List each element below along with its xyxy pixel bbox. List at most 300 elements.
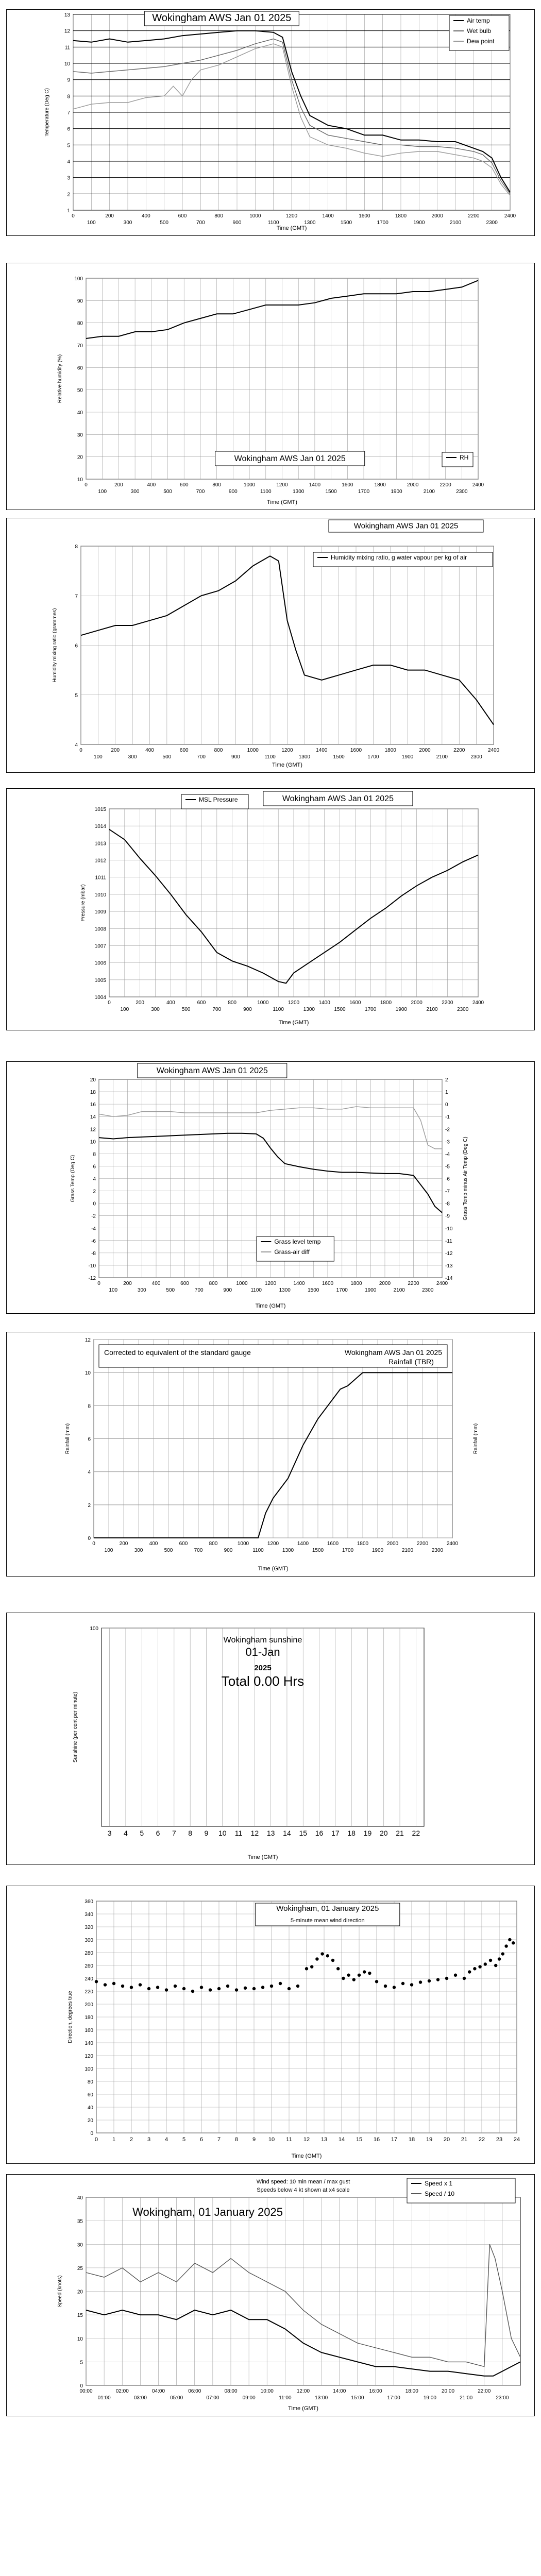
- x-tick-label: 0: [79, 748, 82, 753]
- x-tick-label: 1700: [377, 220, 388, 226]
- x-tick-label: 400: [149, 1541, 158, 1547]
- scatter-point: [428, 1979, 431, 1982]
- chart-title-box: [215, 451, 365, 466]
- x-tick-label: 300: [151, 1007, 160, 1012]
- x-tick-label: 500: [164, 1548, 173, 1553]
- x-tick-label: 1600: [350, 748, 362, 753]
- x-tick-label: 2400: [436, 1281, 448, 1286]
- scatter-point: [501, 1952, 504, 1955]
- y-tick-label: 35: [77, 2218, 83, 2225]
- y-axis-title: Temperature (Deg C): [44, 88, 50, 137]
- x-axis-title: Time (GMT): [267, 499, 297, 505]
- y-tick-label: 2: [67, 192, 70, 198]
- x-tick-label: 2200: [468, 213, 480, 219]
- legend-entry: Wet bulb: [467, 27, 492, 35]
- chart-note: Corrected to equivalent of the standard gauge: [104, 1348, 251, 1357]
- x-tick-label: 1100: [267, 220, 279, 226]
- scatter-point: [95, 1980, 98, 1983]
- x-tick-label: 1300: [303, 1007, 315, 1012]
- x-tick-label: 400: [145, 748, 154, 753]
- x-tick-label: 1: [112, 2137, 116, 2143]
- x-tick-label: 1600: [349, 1000, 361, 1006]
- x-tick-label: 06:00: [188, 2388, 201, 2394]
- scatter-point: [165, 1988, 168, 1991]
- y-right-tick-label: -11: [445, 1238, 452, 1244]
- y-tick-label: 100: [90, 1626, 98, 1632]
- y-tick-label: 10: [84, 1370, 91, 1377]
- y-tick-label: 1010: [94, 892, 106, 898]
- x-tick-label: 1100: [273, 1007, 284, 1012]
- x-tick-label: 2400: [487, 748, 500, 753]
- x-tick-label: 14:00: [333, 2388, 346, 2394]
- legend-entry: Humidity mixing ratio, g water vapour per kg of air: [331, 554, 467, 561]
- y-tick-label: 260: [84, 1963, 93, 1969]
- y-axis-title: Pressure (mbar): [80, 884, 86, 922]
- x-tick-label: 14: [338, 2137, 345, 2143]
- chart-panel-7: [6, 1613, 535, 1865]
- x-tick-label: 1700: [342, 1548, 354, 1553]
- x-tick-label: 17:00: [387, 2395, 400, 2401]
- x-tick-label: 4: [124, 1829, 128, 1837]
- x-tick-label: 700: [194, 1287, 204, 1293]
- scatter-point: [270, 1985, 273, 1988]
- scatter-point: [261, 1986, 264, 1989]
- y-right-tick-label: -3: [445, 1139, 450, 1145]
- x-tick-label: 1500: [333, 754, 345, 760]
- x-tick-label: 2100: [436, 754, 448, 760]
- chart-8: [6, 1886, 535, 2164]
- x-tick-label: 700: [194, 1548, 203, 1553]
- x-tick-label: 500: [181, 1007, 191, 1012]
- x-tick-label: 05:00: [170, 2395, 183, 2401]
- x-tick-label: 2200: [453, 748, 465, 753]
- scatter-point: [393, 1986, 396, 1989]
- x-tick-label: 600: [179, 1541, 188, 1547]
- scatter-point: [363, 1970, 366, 1973]
- legend: [407, 2178, 515, 2203]
- x-tick-label: 3: [107, 1829, 112, 1837]
- x-tick-label: 300: [130, 489, 140, 495]
- scatter-point: [384, 1985, 387, 1988]
- x-tick-label: 1100: [264, 754, 276, 760]
- x-tick-label: 1300: [282, 1548, 294, 1553]
- y-right-tick-label: -13: [445, 1263, 453, 1269]
- y-tick-label: 340: [84, 1912, 93, 1918]
- x-tick-label: 7: [172, 1829, 176, 1837]
- y-tick-label: 12: [64, 28, 70, 35]
- scatter-point: [375, 1980, 378, 1983]
- x-tick-label: 2300: [486, 220, 498, 226]
- chart-7: [6, 1613, 535, 1865]
- x-tick-label: 900: [229, 489, 238, 495]
- x-tick-label: 1800: [395, 213, 407, 219]
- x-tick-label: 800: [209, 1281, 218, 1286]
- chart-title-box: [263, 791, 413, 806]
- x-tick-label: 2100: [423, 489, 435, 495]
- x-tick-label: 1800: [384, 748, 396, 753]
- y-tick-label: 18: [90, 1090, 96, 1096]
- x-tick-label: 2300: [456, 489, 468, 495]
- y-tick-label: 0: [93, 1201, 96, 1207]
- y-right-tick-label: -9: [445, 1213, 450, 1219]
- legend-entry: Grass-air diff: [274, 1248, 310, 1256]
- x-tick-label: 1000: [247, 748, 259, 753]
- y-axis-title: Grass Temp (Deg C): [70, 1155, 76, 1202]
- y-tick-label: 60: [87, 2092, 93, 2098]
- scatter-point: [112, 1982, 115, 1985]
- scatter-point: [368, 1972, 371, 1975]
- scatter-point: [358, 1974, 361, 1977]
- chart-date: 01-Jan: [245, 1646, 280, 1658]
- x-tick-label: 4: [164, 2137, 168, 2143]
- y-right-tick-label: -1: [445, 1114, 450, 1121]
- y-tick-label: -6: [91, 1238, 96, 1244]
- chart-panel-2: [6, 263, 535, 510]
- x-tick-label: 3: [147, 2137, 151, 2143]
- x-tick-label: 300: [134, 1548, 143, 1553]
- x-tick-label: 24: [513, 2137, 520, 2143]
- x-tick-label: 1400: [293, 1281, 305, 1286]
- x-tick-label: 200: [105, 213, 114, 219]
- chart-title-box: [144, 11, 299, 26]
- x-tick-label: 19: [426, 2137, 433, 2143]
- x-tick-label: 700: [196, 220, 205, 226]
- y-tick-label: 20: [87, 2118, 93, 2124]
- x-tick-label: 1500: [312, 1548, 324, 1553]
- x-tick-label: 2000: [379, 1281, 391, 1286]
- x-tick-label: 200: [111, 748, 120, 753]
- x-axis-title: Time (GMT): [288, 2405, 318, 2412]
- y-right-tick-label: 0: [445, 1102, 448, 1108]
- x-tick-label: 19: [363, 1829, 372, 1837]
- y-tick-label: 15: [77, 2313, 83, 2319]
- scatter-point: [352, 1978, 356, 1981]
- y-tick-label: 240: [84, 1976, 93, 1982]
- y-tick-label: -8: [91, 1250, 96, 1257]
- x-tick-label: 17: [331, 1829, 340, 1837]
- y-tick-label: 1007: [94, 943, 106, 950]
- y-right-tick-label: -8: [445, 1201, 450, 1207]
- scatter-point: [478, 1965, 481, 1968]
- x-tick-label: 1600: [327, 1541, 339, 1547]
- y-tick-label: 5: [67, 143, 70, 149]
- chart-panel-8: [6, 1886, 535, 2164]
- x-tick-label: 01:00: [97, 2395, 111, 2401]
- x-axis-title: Time (GMT): [247, 1854, 278, 1860]
- x-tick-label: 1200: [276, 482, 288, 488]
- x-tick-label: 0: [92, 1541, 95, 1547]
- x-tick-label: 6: [156, 1829, 160, 1837]
- x-tick-label: 22: [412, 1829, 420, 1837]
- scatter-point: [156, 1986, 159, 1989]
- y-right-tick-label: -4: [445, 1151, 450, 1158]
- x-tick-label: 200: [136, 1000, 145, 1006]
- x-tick-label: 900: [243, 1007, 252, 1012]
- y-tick-label: 11: [64, 45, 70, 51]
- y-tick-label: 140: [84, 2041, 93, 2046]
- x-axis-title: Time (GMT): [272, 762, 302, 768]
- legend-entry: RH: [460, 454, 469, 461]
- chart-title: Wokingham AWS Jan 01 2025: [156, 1066, 268, 1076]
- x-tick-label: 1800: [350, 1281, 362, 1286]
- scatter-point: [174, 1985, 177, 1988]
- scatter-point: [484, 1962, 487, 1965]
- scatter-point: [347, 1974, 350, 1977]
- x-tick-label: 1200: [267, 1541, 279, 1547]
- chart-title-box: [256, 1903, 400, 1926]
- x-tick-label: 14: [283, 1829, 291, 1837]
- scatter-point: [235, 1988, 238, 1991]
- x-tick-label: 2300: [422, 1287, 434, 1293]
- x-tick-label: 1400: [297, 1541, 309, 1547]
- chart-subtitle: Rainfall (TBR): [388, 1358, 434, 1366]
- scatter-point: [498, 1957, 501, 1960]
- chart-9: [6, 2174, 535, 2416]
- scatter-point: [191, 1990, 194, 1993]
- x-tick-label: 22: [478, 2137, 485, 2143]
- y-tick-label: 4: [75, 742, 78, 748]
- y-tick-label: 2: [88, 1502, 91, 1509]
- scatter-point: [279, 1982, 282, 1985]
- scatter-point: [463, 1977, 466, 1980]
- y-tick-label: 4: [67, 159, 70, 165]
- x-tick-label: 2300: [457, 1007, 469, 1012]
- x-tick-label: 800: [214, 748, 223, 753]
- chart-title-box: [138, 1063, 287, 1078]
- y-tick-label: 100: [74, 276, 83, 282]
- y-tick-label: 20: [90, 1077, 96, 1083]
- x-tick-label: 2400: [504, 213, 516, 219]
- y-right-tick-label: 2: [445, 1077, 448, 1083]
- y-tick-label: 1008: [94, 926, 106, 933]
- x-tick-label: 2200: [408, 1281, 419, 1286]
- x-tick-label: 500: [162, 754, 172, 760]
- x-tick-label: 0: [108, 1000, 111, 1006]
- y-tick-label: 6: [67, 126, 70, 132]
- x-tick-label: 2100: [449, 220, 462, 226]
- x-tick-label: 900: [224, 1548, 233, 1553]
- x-tick-label: 09:00: [242, 2395, 256, 2401]
- x-tick-label: 1200: [264, 1281, 277, 1286]
- scatter-point: [508, 1938, 511, 1941]
- x-axis-title: Time (GMT): [291, 2153, 322, 2159]
- x-tick-label: 2100: [393, 1287, 405, 1293]
- x-tick-label: 13:00: [315, 2395, 328, 2401]
- chart-note: Speeds below 4 kt shown at x4 scale: [257, 2187, 350, 2193]
- x-tick-label: 8: [234, 2137, 239, 2143]
- x-tick-label: 1800: [374, 482, 386, 488]
- x-tick-label: 700: [196, 489, 205, 495]
- chart-panel-6: [6, 1332, 535, 1577]
- x-tick-label: 03:00: [133, 2395, 147, 2401]
- y-tick-label: 20: [77, 2289, 83, 2295]
- x-tick-label: 1000: [236, 1281, 248, 1286]
- x-tick-label: 900: [223, 1287, 232, 1293]
- y-tick-label: 1015: [94, 807, 106, 812]
- scatter-point: [419, 1980, 422, 1984]
- scatter-point: [104, 1983, 107, 1986]
- y-axis-title: Rainfall (mm): [65, 1423, 71, 1454]
- y-tick-label: 1013: [94, 841, 106, 847]
- x-tick-label: 12: [303, 2137, 310, 2143]
- chart-title: Wokingham AWS Jan 01 2025: [282, 794, 394, 804]
- legend-entry: Speed / 10: [425, 2190, 455, 2197]
- scatter-point: [288, 1987, 291, 1990]
- y-axis-title: Sunshine (per cent per minute): [73, 1691, 78, 1763]
- y-tick-label: 12: [84, 1337, 91, 1343]
- legend-entry: Speed x 1: [425, 2180, 453, 2187]
- x-tick-label: 800: [214, 213, 224, 219]
- x-tick-label: 1800: [380, 1000, 392, 1006]
- scatter-point: [489, 1959, 492, 1962]
- legend-entry: Grass level temp: [274, 1238, 321, 1245]
- y-right-axis-title: Rainfall (mm): [473, 1423, 479, 1454]
- x-tick-label: 500: [166, 1287, 175, 1293]
- x-tick-label: 13: [320, 2137, 328, 2143]
- y-tick-label: 1004: [94, 995, 106, 1001]
- scatter-point: [342, 1977, 345, 1980]
- chart-4: [6, 788, 535, 1030]
- x-tick-label: 16: [315, 1829, 324, 1837]
- x-tick-label: 1500: [340, 220, 352, 226]
- chart-5: [6, 1061, 535, 1314]
- y-right-axis-title: Grass Temp minus Air Temp (Deg C): [463, 1137, 468, 1221]
- chart-6: [6, 1332, 535, 1577]
- x-tick-label: 1200: [288, 1000, 300, 1006]
- x-tick-label: 2100: [426, 1007, 438, 1012]
- chart-panel-3: [6, 518, 535, 773]
- y-tick-label: 120: [84, 2054, 93, 2059]
- scatter-point: [401, 1982, 404, 1985]
- x-tick-label: 1700: [358, 489, 370, 495]
- y-tick-label: 5: [75, 692, 78, 699]
- x-tick-label: 0: [72, 213, 75, 219]
- x-tick-label: 12: [250, 1829, 259, 1837]
- x-tick-label: 23: [496, 2137, 503, 2143]
- x-tick-label: 19:00: [423, 2395, 436, 2401]
- y-tick-label: 220: [84, 1989, 93, 1995]
- y-tick-label: 13: [64, 12, 70, 18]
- x-tick-label: 10: [218, 1829, 227, 1837]
- x-tick-label: 15: [356, 2137, 363, 2143]
- y-right-tick-label: -7: [445, 1189, 450, 1195]
- x-axis-title: Time (GMT): [255, 1303, 286, 1309]
- scatter-point: [315, 1957, 318, 1960]
- x-tick-label: 600: [178, 213, 187, 219]
- x-tick-label: 20: [379, 1829, 388, 1837]
- y-tick-label: 6: [88, 1436, 91, 1443]
- chart-title: Wokingham, 01 January 2025: [276, 1904, 379, 1913]
- x-tick-label: 1900: [413, 220, 425, 226]
- x-tick-label: 0: [94, 2137, 98, 2143]
- x-tick-label: 1700: [367, 754, 379, 760]
- x-tick-label: 1800: [357, 1541, 369, 1547]
- scatter-point: [320, 1952, 324, 1955]
- x-tick-label: 1900: [365, 1287, 377, 1293]
- x-tick-label: 04:00: [151, 2388, 165, 2394]
- chart-panel-5: [6, 1061, 535, 1314]
- x-tick-label: 10:00: [260, 2388, 274, 2394]
- chart-3: [6, 518, 535, 773]
- chart-title-box: [99, 1345, 447, 1367]
- x-tick-label: 2400: [472, 1000, 484, 1006]
- x-tick-label: 1600: [322, 1281, 334, 1286]
- x-tick-label: 1600: [342, 482, 353, 488]
- scatter-point: [336, 1967, 340, 1970]
- y-tick-label: 6: [75, 643, 78, 649]
- y-tick-label: 200: [84, 2002, 93, 2008]
- scatter-point: [182, 1987, 185, 1990]
- y-tick-label: 30: [77, 2242, 83, 2248]
- x-tick-label: 12:00: [296, 2388, 310, 2394]
- y-tick-label: 12: [90, 1127, 96, 1133]
- x-tick-label: 1500: [325, 489, 337, 495]
- x-tick-label: 2200: [439, 482, 451, 488]
- legend: [442, 452, 473, 467]
- y-tick-label: 40: [87, 2105, 93, 2111]
- y-tick-label: -2: [91, 1213, 96, 1219]
- x-tick-label: 16: [373, 2137, 380, 2143]
- scatter-point: [454, 1974, 457, 1977]
- x-tick-label: 11:00: [279, 2395, 292, 2401]
- x-tick-label: 900: [232, 220, 242, 226]
- x-tick-label: 100: [120, 1007, 129, 1012]
- y-tick-label: 10: [64, 61, 70, 67]
- y-tick-label: 8: [67, 94, 70, 100]
- legend: [181, 794, 248, 809]
- y-tick-label: 4: [93, 1176, 96, 1182]
- x-tick-label: 2200: [442, 1000, 453, 1006]
- scatter-point: [305, 1967, 308, 1970]
- x-tick-label: 21:00: [460, 2395, 473, 2401]
- x-axis-title: Time (GMT): [278, 1020, 309, 1026]
- legend: [313, 552, 493, 567]
- y-tick-label: 10: [90, 1139, 96, 1145]
- chart-title: Wokingham AWS Jan 01 2025: [234, 454, 346, 464]
- x-tick-label: 500: [160, 220, 169, 226]
- chart-subtitle: 5-minute mean wind direction: [290, 1917, 365, 1924]
- y-right-tick-label: 1: [445, 1090, 448, 1096]
- scatter-point: [244, 1987, 247, 1990]
- y-tick-label: 20: [77, 454, 83, 461]
- x-tick-label: 2000: [407, 482, 419, 488]
- y-tick-label: 9: [67, 77, 70, 83]
- chart-title: Wokingham AWS Jan 01 2025: [152, 12, 292, 24]
- y-tick-label: 7: [67, 110, 70, 116]
- scatter-point: [147, 1987, 150, 1990]
- chart-panel-4: [6, 788, 535, 1030]
- y-tick-label: 50: [77, 387, 83, 394]
- y-right-tick-label: -10: [445, 1226, 453, 1232]
- scatter-point: [494, 1964, 497, 1967]
- x-tick-label: 1900: [402, 754, 414, 760]
- x-tick-label: 1300: [298, 754, 310, 760]
- scatter-point: [445, 1977, 448, 1980]
- chart-title-box: [329, 520, 483, 532]
- x-tick-label: 900: [231, 754, 240, 760]
- chart-total: Total 0.00 Hrs: [221, 1673, 305, 1689]
- x-tick-label: 300: [123, 220, 132, 226]
- x-tick-label: 1500: [334, 1007, 346, 1012]
- y-tick-label: 3: [67, 175, 70, 181]
- legend-entry: MSL Pressure: [199, 796, 238, 803]
- x-tick-label: 400: [151, 1281, 161, 1286]
- x-tick-label: 23:00: [496, 2395, 509, 2401]
- x-tick-label: 2400: [446, 1541, 459, 1547]
- y-right-tick-label: -14: [445, 1276, 453, 1281]
- scatter-point: [217, 1987, 221, 1990]
- y-tick-label: -12: [88, 1276, 96, 1281]
